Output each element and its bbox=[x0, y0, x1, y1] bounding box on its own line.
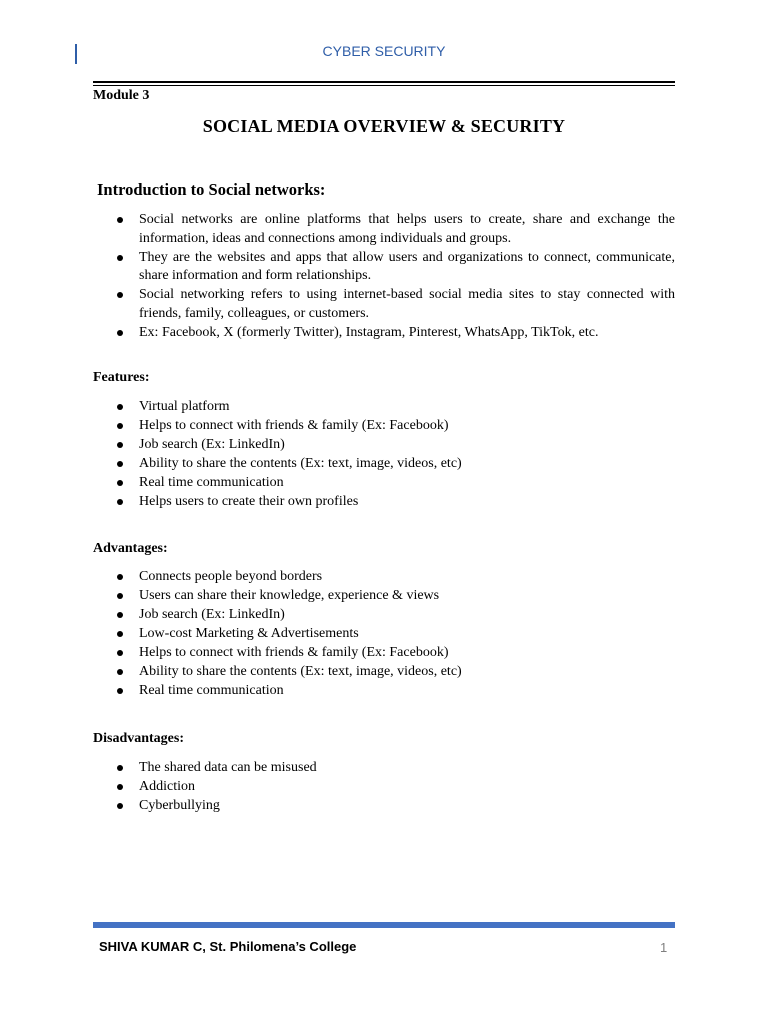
advantages-list bbox=[93, 568, 675, 701]
list-item: Ex: Facebook, X (formerly Twitter), Instagram, Pinterest, WhatsApp, TikTok, etc. bbox=[93, 324, 675, 343]
header-rule-thin bbox=[93, 85, 675, 86]
list-item: Low-cost Marketing & Advertisements bbox=[93, 625, 675, 644]
header-title: CYBER SECURITY bbox=[322, 43, 446, 59]
disadvantages-heading: Disadvantages: bbox=[93, 731, 185, 746]
list-item: Helps to connect with friends & family (Ex: Facebook) bbox=[93, 417, 675, 436]
features-heading: Features: bbox=[93, 370, 150, 385]
list-item: Virtual platform bbox=[93, 398, 675, 417]
list-item: Real time communication bbox=[93, 474, 675, 493]
list-item: Helps to connect with friends & family (Ex: Facebook) bbox=[93, 644, 675, 663]
features-list bbox=[93, 398, 675, 512]
footer-author: SHIVA KUMAR C, St. Philomena’s College bbox=[99, 939, 357, 954]
advantages-heading: Advantages: bbox=[93, 541, 168, 556]
list-item: Real time communication bbox=[93, 682, 675, 701]
intro-heading: Introduction to Social networks: bbox=[97, 180, 326, 199]
list-item: Job search (Ex: LinkedIn) bbox=[93, 606, 675, 625]
list-item: Users can share their knowledge, experience & views bbox=[93, 587, 675, 606]
header-rule bbox=[93, 81, 675, 83]
page-number: 1 bbox=[660, 940, 668, 955]
list-item: Social networking refers to using internet-based social media sites to stay connected with friends, family, colleagues, or customers. bbox=[93, 286, 675, 323]
intro-list bbox=[93, 211, 675, 343]
list-item: Social networks are online platforms that helps users to create, share and exchange the information, ideas and connections among individuals and groups. bbox=[93, 211, 675, 248]
list-item: Addiction bbox=[93, 778, 675, 797]
disadvantages-list bbox=[93, 759, 675, 816]
footer-rule bbox=[93, 922, 675, 928]
list-item: Helps users to create their own profiles bbox=[93, 493, 675, 512]
list-item: The shared data can be misused bbox=[93, 759, 675, 778]
list-item: Job search (Ex: LinkedIn) bbox=[93, 436, 675, 455]
list-item: Ability to share the contents (Ex: text, image, videos, etc) bbox=[93, 663, 675, 682]
list-item: Ability to share the contents (Ex: text, image, videos, etc) bbox=[93, 455, 675, 474]
list-item: They are the websites and apps that allow users and organizations to connect, communicate, share information and form relationships. bbox=[93, 249, 675, 286]
list-item: Connects people beyond borders bbox=[93, 568, 675, 587]
page-title: SOCIAL MEDIA OVERVIEW & SECURITY bbox=[202, 116, 566, 136]
list-item: Cyberbullying bbox=[93, 797, 675, 816]
module-label: Module 3 bbox=[93, 88, 150, 103]
